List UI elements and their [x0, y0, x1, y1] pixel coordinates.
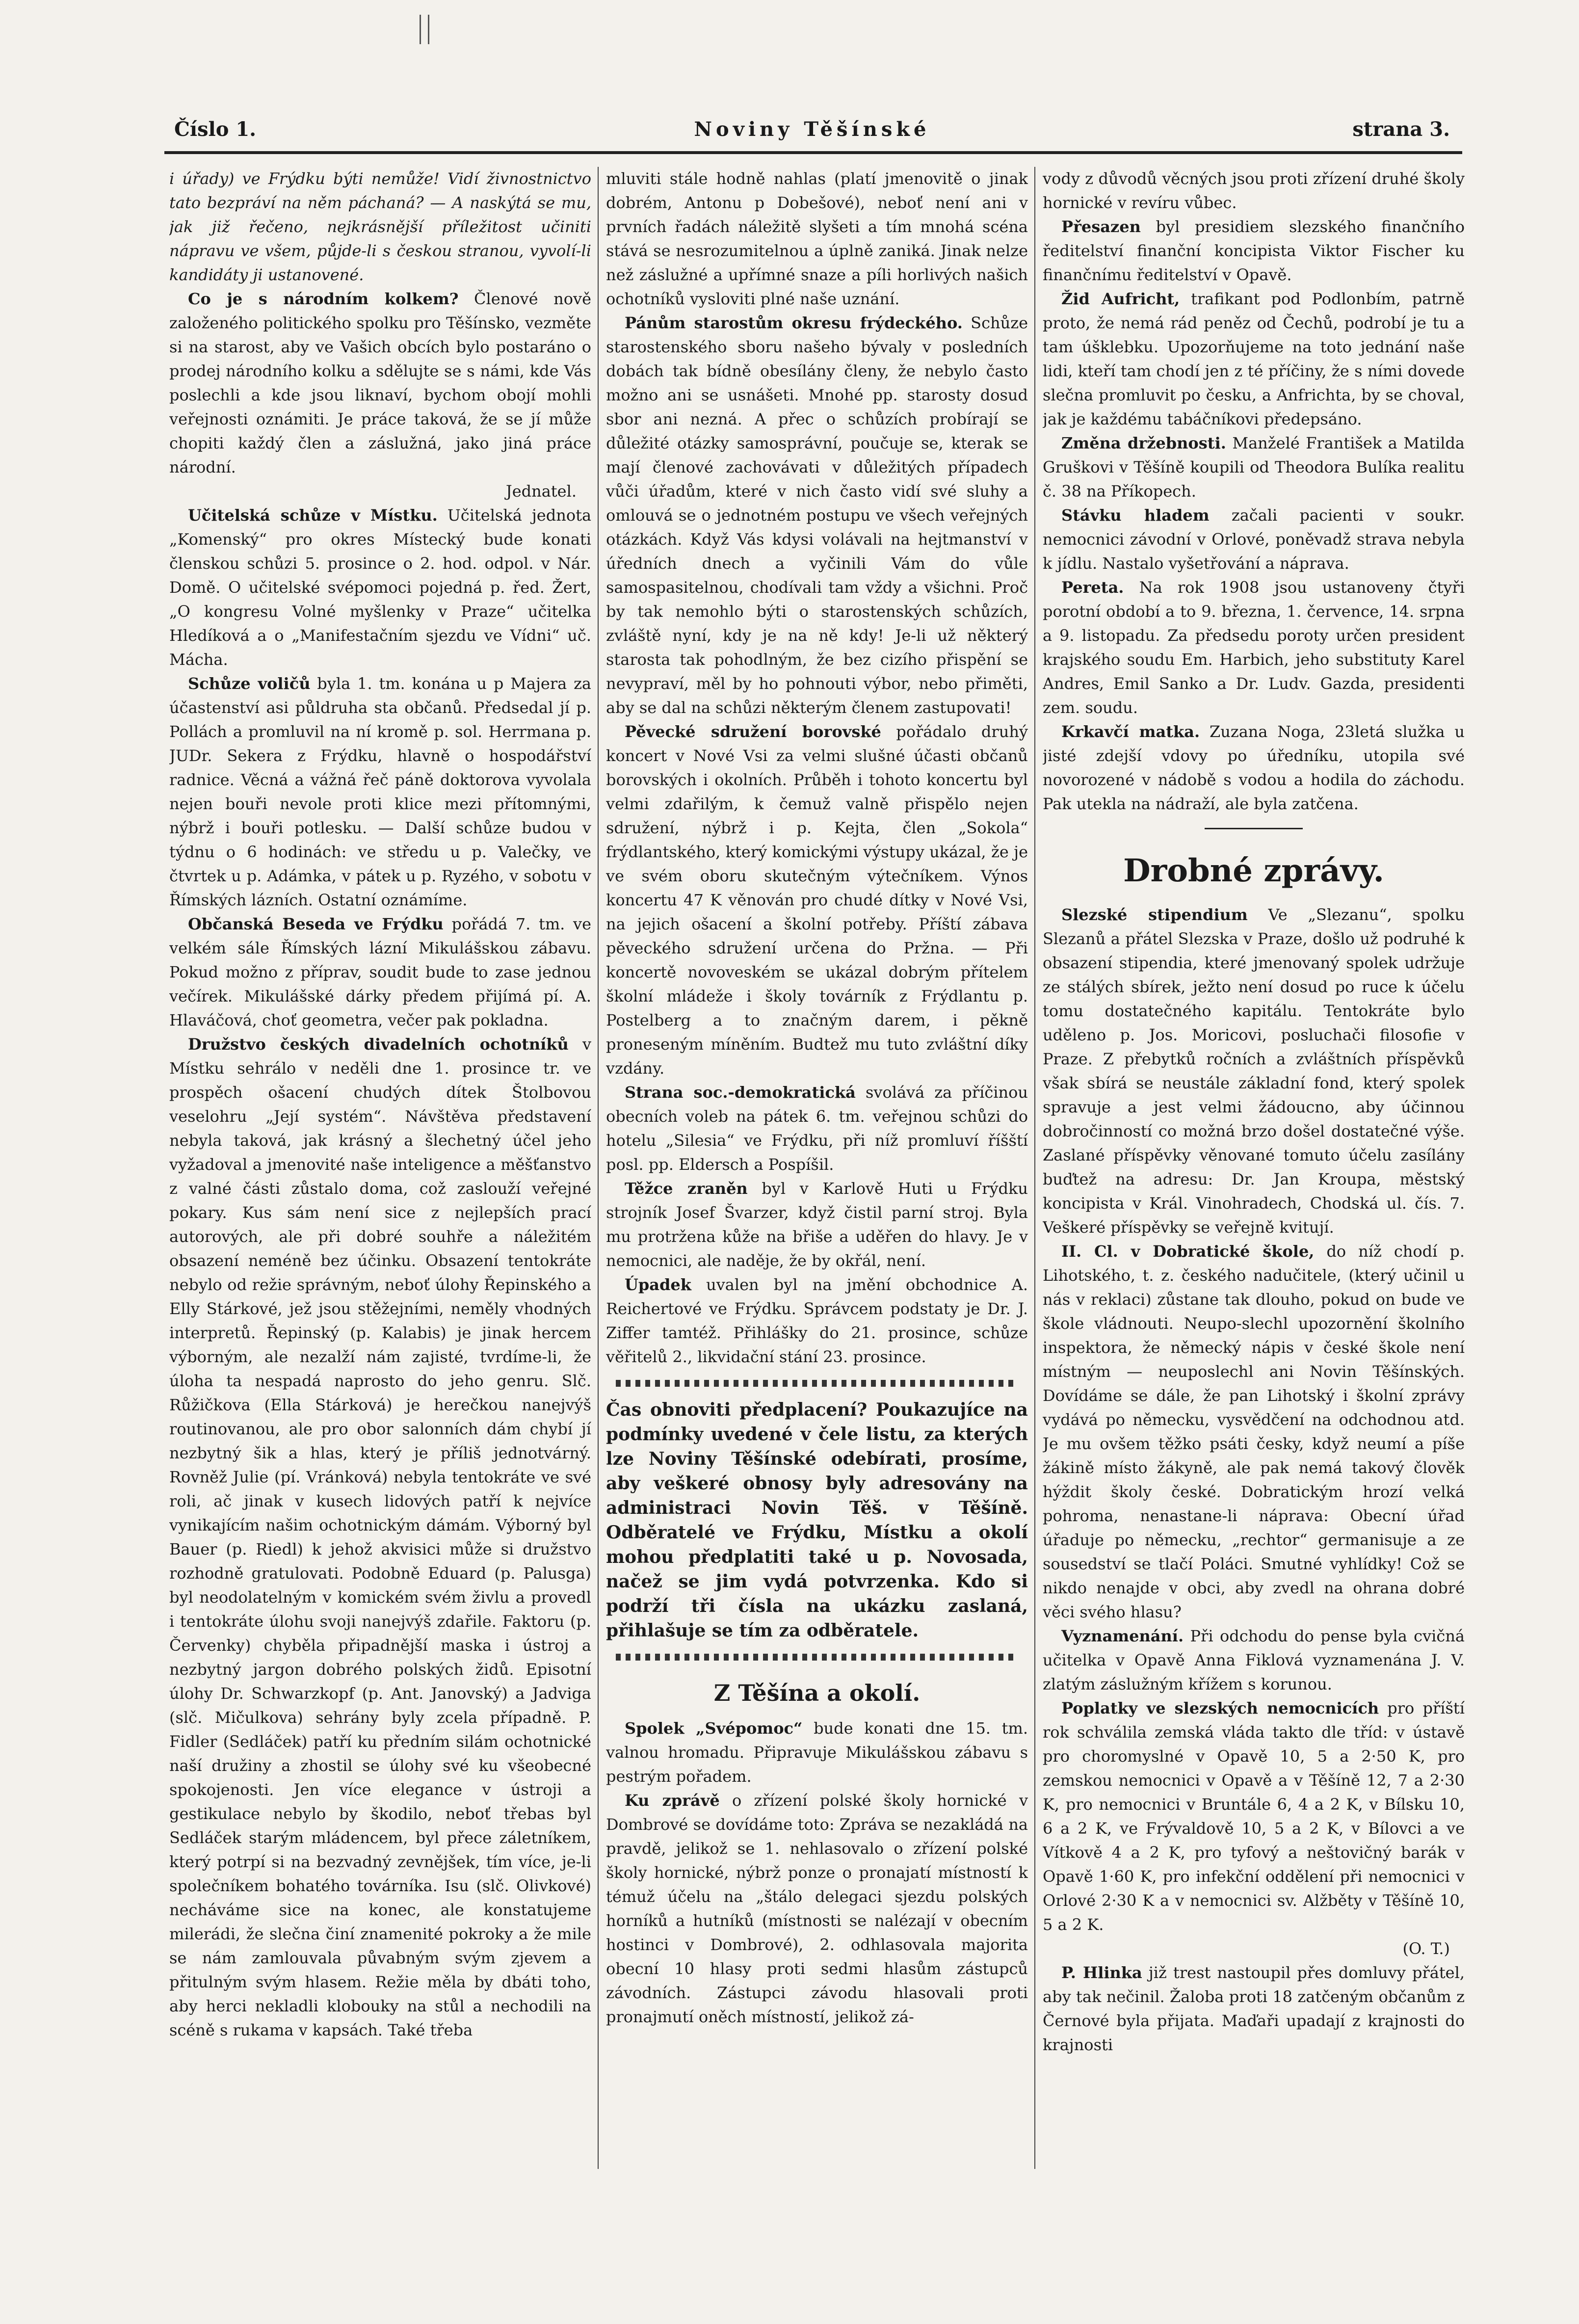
article-continuation: i úřady) ve Frýdku býti nemůže! Vidí živnostnictvo tato bezpráví na něm páchaná? — A naskýtá se mu, jak již řečeno, nejkrásnější příležitost učiniti nápravu ve všem, půjde-li s českou stranou, vyvolí-li kandidáty ji ustanovené. [169, 169, 591, 284]
article-volicu [169, 672, 591, 912]
article-upadek [606, 1273, 1028, 1369]
section-heading-tesin: Z Těšína a okolí. [713, 1680, 921, 1706]
article-body: o zřízení polské školy hornické v Dombrové se dovídáme toto: Zpráva se nezakládá na pravdě, jelikož se 1. nehlasovalo o zřízení polské školy hornické, nýbrž ponze o pronajatí místností k témuž účelu na „štálo delegaci sjezdu polských horníků a hutníků (místnosti se nalézají v obecním hostinci v Dombrové), 2. odhlasovala majorita obecní 10 hlasy proti sedmi hlasům zástupců závodních. Zástupci závodu hlasovali proti pronajmutí oněch místností, jelikož zá- [606, 1791, 1028, 2026]
article-body: Manželé František a Matilda Gruškovi v Těšíně koupili od Theodora Bulíka realitu č. 38 na Příkopech. [1043, 434, 1465, 501]
article-title: Poplatky ve slezských nemocnicích [1061, 1699, 1379, 1717]
article-body: Schůze starostenského sboru našeho bývaly v posledních dobách tak bídně obesílány členy, že nebylo často možno ani se usnášeti. Mnohé pp. starosty dosud sbor ani nezná. A přec o schůzích probírají se důležité otázky samosprávní, poučuje se, kterak se mají členové zachovávati v důležitých případech vůči úřadům, které v nich často vidí své sluhy a omlouvá se o jednotném postupu ve všech veřejných otázkách. Když Vás kdysi volávali na hejtmanství v úředních dnech a vyčinili Vám do vůle samospasitelnou, chodívali tam vždy a všichni. Proč by tak nemohlo býti o starostenských schůzích, zvláště nyní, kdy je na ně kdy! Je-li už některý starosta tak pohodlným, že bez cizího přispění se nevypraví, měl by ho pohnouti výbor, nebo přiměti, aby se dal na schůzi některým členem zastupovati! [606, 314, 1028, 717]
article-body: uvalen byl na jmění obchodnice A. Reichertové ve Frýdku. Správcem podstaty je Dr. J. Ziffer tamtéž. Přihlášky do 21. prosince, schůze věřitelů 2., likvidační stání 23. prosince. [606, 1275, 1028, 1366]
article-body: pořádalo druhý koncert v Nové Vsi za velmi slušné účasti občanů borovských i okolních. Průběh i tohoto koncertu byl velmi zdařilým, k čemuž valně přispělo nejen sdružení, nýbrž i p. Kejta, člen „Sokola“ frýdlantského, který komickými výstupy ukázal, že je ve svém oboru skutečným výtečníkem. Výnos koncertu 47 K věnován pro chudé dítky v Nové Vsi, na jejich ošacení a školní potřeby. Příští zábava pěveckého sdružení určena do Pržna. — Při koncertě novoveském se ukázal dobrým přítelem školní mládeže i školy továrník z Frýdlantu p. Postelberg a to značným darem, i pěkně proneseným míněním. Budtež mu tuto zvláštní díky vzdány. [606, 722, 1028, 1078]
column-2 [606, 167, 1028, 2169]
article-strana [606, 1081, 1028, 1177]
article-signature: (O. T.) [1402, 1939, 1450, 1958]
article-title: Krkavčí matka. [1061, 722, 1200, 741]
article-body: Učitelská jednota „Komenský“ pro okres Místecký bude konati členskou schůzi 5. prosince o 2. hod. odpol. v Nár. Domě. O učitelské svépomoci pojedná p. řed. Žert, „O kongresu Volné myšlenky v Praze“ učitelka Hledíková a o „Manifestačním sjezdu ve Vídni“ uč. Mácha. [169, 506, 591, 669]
article-pevecke [606, 720, 1028, 1081]
subscription-notice: Čas obnoviti předplacení? Poukazujíce na podmínky uvedené v čele listu, za kterých lze Noviny Těšínské odebírati, prosíme, aby veškeré obnosy byly adresovány na administraci Novin Těš. v Těšíně. Odběratelé ve Frýdku, Místku a okolí mohou předplatiti také u p. Novosada, načež se jim vydá potvrzenka. Kdo si podrží tři čísla na ukázku zaslaná, přihlašuje se tím za odběratele. [606, 1400, 1028, 1641]
article-body: pořádá 7. tm. ve velkém sále Římských lázní Mikulášskou zábavu. Pokud možno z příprav, soudit bude to zase jednou večírek. Mikulášské dárky předem přijímá pí. A. Hlaváčová, choť geometra, večer pak pokladna. [169, 915, 591, 1030]
article-body: byl presidiem slezského finančního ředitelství finanční koncipista Viktor Fischer ku finančnímu ředitelství v Opavě. [1043, 217, 1465, 284]
article-title: Ku zprávě [625, 1791, 720, 1810]
article-body: pro příští rok schválila zemská vláda takto dle tříd: v ústavě pro choromyslné v Opavě 10, 5 a 2·50 K, pro zemskou nemocnici v Opavě a v Těšíně 12, 7 a 2·30 K, pro nemocnici v Bruntále 6, 4 a 2 K, v Bílsku 10, 6 a 2 K, ve Frývaldově 10, 5 a 2 K, v Bílovci a ve Vítkově 4 a 2 K, pro tyfový a neštovičný barák v Opavě 1·60 K, pro infekční oddělení při nemocnici v Orlové 2·30 K a v nemocnici sv. Alžběty v Těšíně 10, 5 a 2 K. [1043, 1699, 1465, 1934]
article-title: Slezské stipendium [1061, 905, 1248, 924]
article-body: Při odchodu do pense byla cvičná učitelka v Opavě Anna Fiklová vyznamenána J. V. zlatým záslužným křížem s korunou. [1043, 1627, 1465, 1693]
article-body: Na rok 1908 jsou ustanoveny čtyři porotní období a to 9. března, 1. července, 14. srpna a 9. listopadu. Za předsedu poroty určen president krajského soudu Em. Harbich, jeho substituty Karel Andres, Emil Sanko a Dr. Ludv. Gazda, presidenti zem. soudu. [1043, 578, 1465, 717]
article-stavku [1043, 503, 1465, 576]
section-heading-drobne: Drobné zprávy. [1123, 852, 1384, 889]
article-title: Schůze voličů [188, 674, 311, 693]
article-pereta [1043, 576, 1465, 720]
article-dobraticka [1043, 1240, 1465, 1624]
article-body: do níž chodí p. Lihotského, t. z. českého nadučitele, (který učinil u nás v reklaci) zůstane tak dlouho, pokud on bude ve škole vládnouti. Neupo-slechl upozornění školního inspektora, že německý nápis v české škole není místným — neuposlechl ani Novin Těšínských. Dovídáme se dále, že pan Lihotský i školní zprávy vydává po německu, vysvědčení na odchodnou atd. Je mu ovšem těžko psáti česky, když neumí a píše žákině místo žákyně, ale pak nemá takový člověk hýždit školy české. Dobratickým hrozí velká pohroma, nenastane-li náprava: Obecní úřad úřaduje po německu, „rechtor“ germanisuje a ze sousedství se tlačí Poláci. Smutné vyhlídky! Což se nikdo nenajde v obci, aby zvedl na ohrana dobré věci svého hlasu? [1043, 1242, 1465, 1621]
article-continuation: vody z důvodů věcných jsou proti zřízení druhé školy hornické v revíru vůbec. [1043, 169, 1465, 212]
article-title: P. Hlinka [1061, 1963, 1142, 1982]
article-body: bude konati dne 15. tm. valnou hromadu. Připravuje Mikulášskou zábavu s pestrým pořadem. [606, 1719, 1028, 1786]
newspaper-title: Noviny Těšínské [694, 118, 930, 141]
article-ucitelska [169, 503, 591, 672]
article-title: II. Cl. v Dobratické škole, [1061, 1242, 1315, 1261]
issue-number: Číslo 1. [174, 118, 257, 141]
article-kolek [169, 287, 591, 479]
article-title: Učitelská schůze v Místku. [188, 506, 438, 525]
article-body: trafikant pod Podlonbím, patrně proto, že nemá rád peněz od Čechů, podrobí je tu a tam úšklebku. Upozorňujeme na toto jednání naše lidi, kteří tam chodí jen z té příčiny, že s ními dovede slečna promluvit po česku, a Anfrichta, by se choval, jak je každému tabáčníkovi předepsáno. [1043, 290, 1465, 428]
article-title: Pěvecké sdružení borovské [625, 722, 881, 741]
article-title: Vyznamenání. [1061, 1627, 1184, 1645]
column-3 [1043, 167, 1465, 2169]
article-zmena [1043, 431, 1465, 503]
article-tezce [606, 1177, 1028, 1273]
article-spolek [606, 1717, 1028, 1789]
article-body: již trest nastoupil přes domluvy přátel, aby tak nečinil. Žaloba proti 18 zatčeným občanům z Černové byla přijata. Maďaři upadají z krajnosti do krajnosti [1043, 1963, 1465, 2054]
article-hlinka [1043, 1961, 1465, 2057]
article-body: Zuzana Noga, 23letá služka u jisté zdejší vdovy po úředníku, utopila své novorozené v nádobě s vodou a hodila do záchodu. Pak utekla na nádraží, ale byla zatčena. [1043, 722, 1465, 813]
article-title: Změna držebnosti. [1061, 434, 1226, 452]
article-signature: Jednatel. [505, 482, 577, 501]
column-1 [169, 167, 591, 2169]
article-slezske [1043, 903, 1465, 1240]
short-divider [1205, 828, 1303, 829]
article-title: Úpadek [625, 1275, 691, 1294]
wavy-divider [616, 1654, 1018, 1661]
article-beseda [169, 912, 591, 1032]
article-title: Strana soc.-demokratická [625, 1083, 856, 1102]
article-title: Spolek „Svépomoc“ [625, 1719, 803, 1738]
article-title: Těžce zraněn [625, 1179, 748, 1198]
article-title: Pereta. [1061, 578, 1124, 597]
article-body: svolává za příčinou obecních voleb na pátek 6. tm. veřejnou schůzi do hotelu „Silesia“ ve Frýdku, při níž promluví říšští posl. pp. Eldersch a Pospíšil. [606, 1083, 1028, 1174]
article-vyznamenani [1043, 1624, 1465, 1696]
article-continuation: mluviti stále hodně nahlas (platí jmenovitě o jinak dobrém, Antonu p Dobešové), neboť není ani v prvních řadách náležitě slyšeti a tím mnohá scéna stává se nesrozumitelnou a úplně zaniká. Jinak nelze než záslužné a upřímné snaze a píli horlivých našich ochotníků vysloviti plné naše uznání. [606, 169, 1028, 308]
page-header [164, 118, 1460, 147]
article-body: Členové nově založeného politického spolku pro Těšínsko, vezměte si na starost, aby ve Vašich obcích bylo postaráno o prodej národního kolku a sdělujte se s námi, kde Vás poslechli a kde jsou liknaví, bychom obojí mohli veřejnosti oznámiti. Je práce taková, že se jí může chopiti každý člen a záslužná, jako jiná práce národní. [169, 290, 591, 476]
article-body: v Místku sehrálo v neděli dne 1. prosince tr. ve prospěch ošacení chudých dítek Štolbovou veselohru „Její systém“. Návštěva představení nebyla taková, jak krásný a šlechetný účel jeho vyžadoval a jmenovité naše inteligence a měšťanstvo z valné části zůstalo doma, což zaslouží veřejné pokary. Kus sám není sice z nejlepších prací autorových, ale při dobré souhře a náležitém obsazení neméně bez účinku. Obsazení tentokráte nebylo od režie správným, neboť úlohy Řepinského a Elly Stárkové, jež jsou stěžejními, neměly vhodných interpretů. Řepinský (p. Kalabis) je jinak hercem výborným, ale nezalží nám zajisté, tvrdíme-li, že úloha ta nespadá naprosto do jeho genru. Slč. Růžičkova (Ella Stárková) je herečkou nanejvýš routinovanou, ale pro obor salonních dám chybí jí nezbytný šik a hlas, který je příliš jednotvárný. Rovněž Julie (pí. Vránková) nebyla tentokráte ve své roli, ač jinak v kusech lidových patří k nejvíce vynikajícím našim ochotnickým dámám. Výborný byl Bauer (p. Riedl) k jehož akvisici může si družstvo rozhodně gratulovati. Podobně Eduard (p. Palusga) byl neodolatelným v komickém svém živlu a provedl i tentokráte úlohu svoji nanejvýš zdařile. Faktoru (p. Červenky) chyběla připadnější maska i ústroj a nezbytný jargon dobrého polských židů. Episotní úlohy Dr. Schwarzkopf (p. Ant. Janovský) a Jadviga (slč. Mičulkova) sehrány byly zcela případně. P. Fidler (Sedláček) patří ku předním silám ochotnické naší družiny a zhostil se úlohy své ku všeobecné spokojenosti. Jen více elegance v ústroji a gestikulace nebylo by škodilo, neboť třebas byl Sedláček starým mládencem, byl přece záletníkem, který potrpí si na bezvadný zevnějšek, tím více, je-li společníkem bohatého továrníka. Isu (slč. Olivkové) necháváme sice na konec, ale konstatujeme milerádi, že slečna činí znamenité pokroky a že mile se nám zamlouvala půvabným svým zjevem a přitulným svým hlasem. Režie měla by dbáti toho, aby herci nekladli klobouky na stůl a nechodili na scéně s rukama v kapsách. Také třeba [169, 1035, 591, 2039]
article-title: Žid Aufricht, [1061, 290, 1180, 308]
article-title: Přesazen [1061, 217, 1141, 236]
article-presazen [1043, 215, 1465, 287]
article-body: byla 1. tm. konána u p Majera za účastenství asi půldruha sta občanů. Předsedal jí p. Pollách a promluvil na ní kromě p. sol. Herrmana p. JUDr. Sekera z Frýdku, hlavně o hospodářství radnice. Věcná a vážná řeč páně doktorova vyvolala nejen bouři nevole proti klice mezi přítomnými, nýbrž i bouři potlesku. — Další schůze budou v týdnu o 6 hodinách: ve středu u p. Valečky, ve čtvrtek u p. Adámka, v pátek u p. Ryzého, v sobotu v Římských lázních. Ostatní oznámíme. [169, 674, 591, 909]
column-divider-2 [1034, 167, 1035, 2169]
article-title: Stávku hladem [1061, 506, 1210, 525]
article-title: Občanská Beseda ve Frýdku [188, 915, 444, 933]
article-druzstvo [169, 1032, 591, 2042]
header-rule [164, 151, 1462, 154]
scan-mark [420, 15, 429, 44]
page-number: strana 3. [1352, 118, 1450, 141]
article-body: začali pacienti v soukr. nemocnici závodní v Orlové, poněvadž strava nebyla k jídlu. Nastalo vyšetřování a náprava. [1043, 506, 1465, 573]
article-zid [1043, 287, 1465, 431]
article-title: Družstvo českých divadelních ochotníků [188, 1035, 569, 1054]
article-body: byl v Karlově Huti u Frýdku strojník Josef Švarzer, když čistil parní stroj. Byla mu protržena kůže na břiše a uděřen do hlavy. Je v nemocnici, ale naděje, že by okřál, není. [606, 1179, 1028, 1270]
wavy-divider [616, 1380, 1018, 1387]
column-divider-1 [598, 167, 599, 2169]
article-poplatky [1043, 1696, 1465, 1937]
article-krkavci [1043, 720, 1465, 816]
article-title: Pánům starostům okresu frýdeckého. [625, 314, 963, 332]
article-title: Co je s národním kolkem? [188, 290, 459, 308]
article-starostum [606, 311, 1028, 720]
article-zprave [606, 1789, 1028, 2029]
article-body: Ve „Slezanu“, spolku Slezanů a přátel Slezska v Praze, došlo už podruhé k obsazení stipendia, které jmenovaný spolek udržuje ze stálých sbírek, ježto není dosud po ruce k účelu tomu dostatečného kapitálu. Tentokráte bylo uděleno p. Jos. Moricovi, posluchači filosofie v Praze. Z přebytků ročních a zvláštních příspěvků však sbírá se neustále základní fond, který spolek spravuje a jest velmi žádoucno, aby účinnou dobročinností co možná brzo došel dostatečné výše. Zaslané příspěvky věnované tomuto účelu zasílány buďtež na adresu: Dr. Jan Kroupa, městský koncipista v Král. Vinohradech, Chodská ul. čís. 7. Veškeré příspěvky se veřejně kvitují. [1043, 905, 1465, 1237]
